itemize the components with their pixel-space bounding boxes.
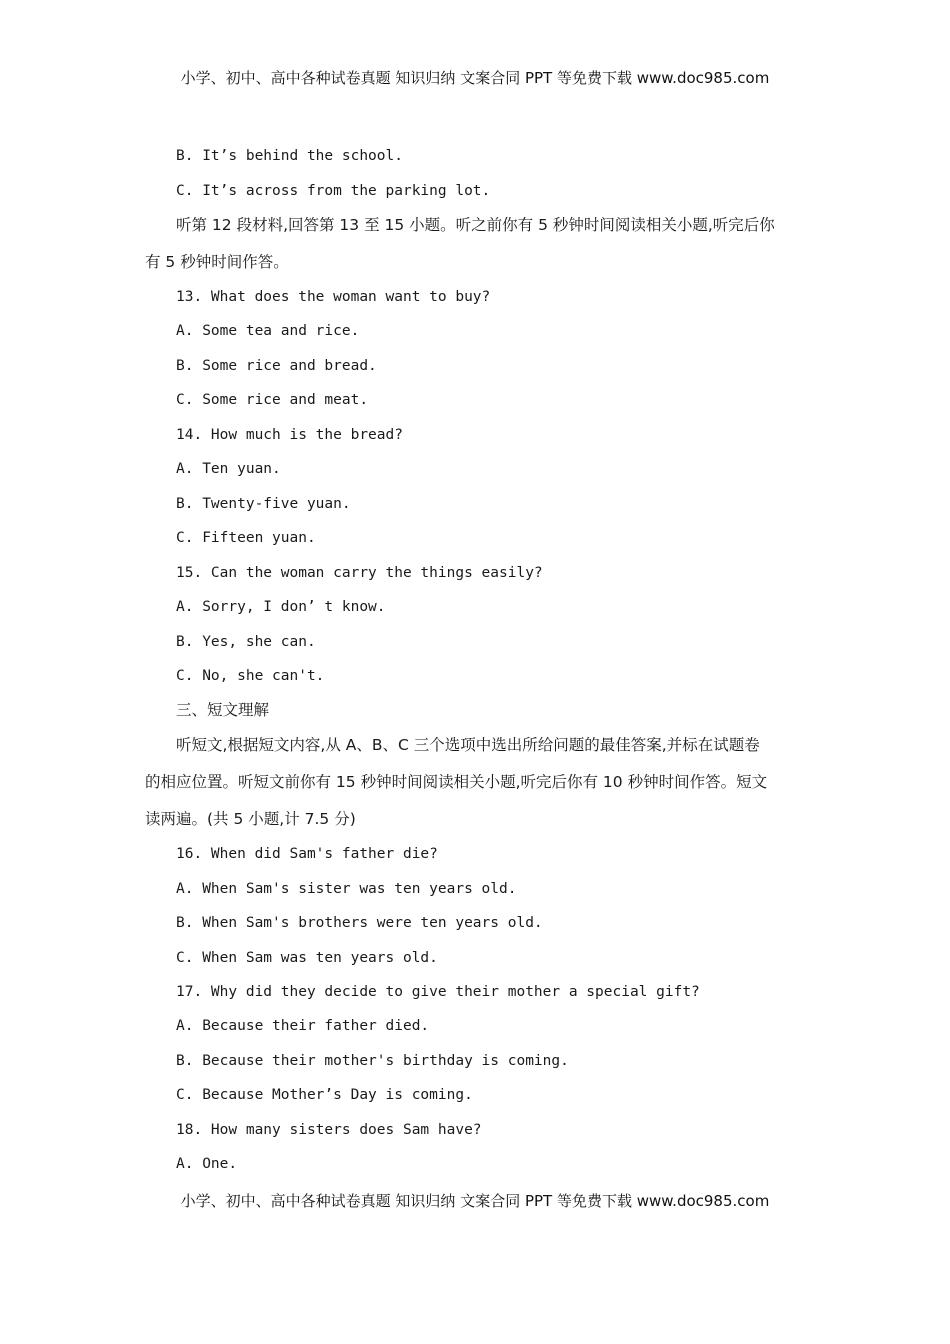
q18-option-a: A. One. (176, 1156, 238, 1172)
section3-instruction-line3: 读两遍。(共 5 小题,计 7.5 分) (145, 810, 356, 828)
section3-instruction-line2: 的相应位置。听短文前你有 15 秒钟时间阅读相关小题,听完后你有 10 秒钟时间作答。短文 (145, 773, 768, 791)
q17-option-a: A. Because their father died. (176, 1018, 430, 1034)
q15-question: 15. Can the woman carry the things easily? (176, 565, 543, 581)
q15-option-c: C. No, she can't. (176, 668, 325, 684)
q13-question: 13. What does the woman want to buy? (176, 289, 491, 305)
q17-option-c: C. Because Mother’s Day is coming. (176, 1087, 473, 1103)
section12-instruction-line1: 听第 12 段材料,回答第 13 至 15 小题。听之前你有 5 秒钟时间阅读相关小题,听完后你 (176, 216, 775, 234)
header-banner: 小学、初中、高中各种试卷真题 知识归纳 文案合同 PPT 等免费下载 www.doc985.com (180, 69, 770, 87)
q14-option-c: C. Fifteen yuan. (176, 530, 316, 546)
q14-option-b: B. Twenty-five yuan. (176, 496, 351, 512)
q17-option-b: B. Because their mother's birthday is coming. (176, 1053, 569, 1069)
q12-option-b: B. It’s behind the school. (176, 148, 403, 164)
q15-option-b: B. Yes, she can. (176, 634, 316, 650)
q18-question: 18. How many sisters does Sam have? (176, 1122, 482, 1138)
q13-option-c: C. Some rice and meat. (176, 392, 369, 408)
q14-question: 14. How much is the bread? (176, 427, 403, 443)
q16-question: 16. When did Sam's father die? (176, 846, 438, 862)
q16-option-c: C. When Sam was ten years old. (176, 950, 438, 966)
q15-option-a: A. Sorry, I don’ t know. (176, 599, 386, 615)
section3-instruction-line1: 听短文,根据短文内容,从 A、B、C 三个选项中选出所给问题的最佳答案,并标在试题卷 (176, 736, 760, 754)
footer-banner: 小学、初中、高中各种试卷真题 知识归纳 文案合同 PPT 等免费下载 www.doc985.com (180, 1192, 770, 1210)
q12-option-c: C. It’s across from the parking lot. (176, 183, 491, 199)
q14-option-a: A. Ten yuan. (176, 461, 281, 477)
q16-option-a: A. When Sam's sister was ten years old. (176, 881, 517, 897)
section3-heading: 三、短文理解 (176, 701, 270, 719)
q13-option-b: B. Some rice and bread. (176, 358, 377, 374)
q13-option-a: A. Some tea and rice. (176, 323, 360, 339)
q16-option-b: B. When Sam's brothers were ten years old. (176, 915, 543, 931)
q17-question: 17. Why did they decide to give their mother a special gift? (176, 984, 700, 1000)
section12-instruction-line2: 有 5 秒钟时间作答。 (145, 253, 289, 271)
